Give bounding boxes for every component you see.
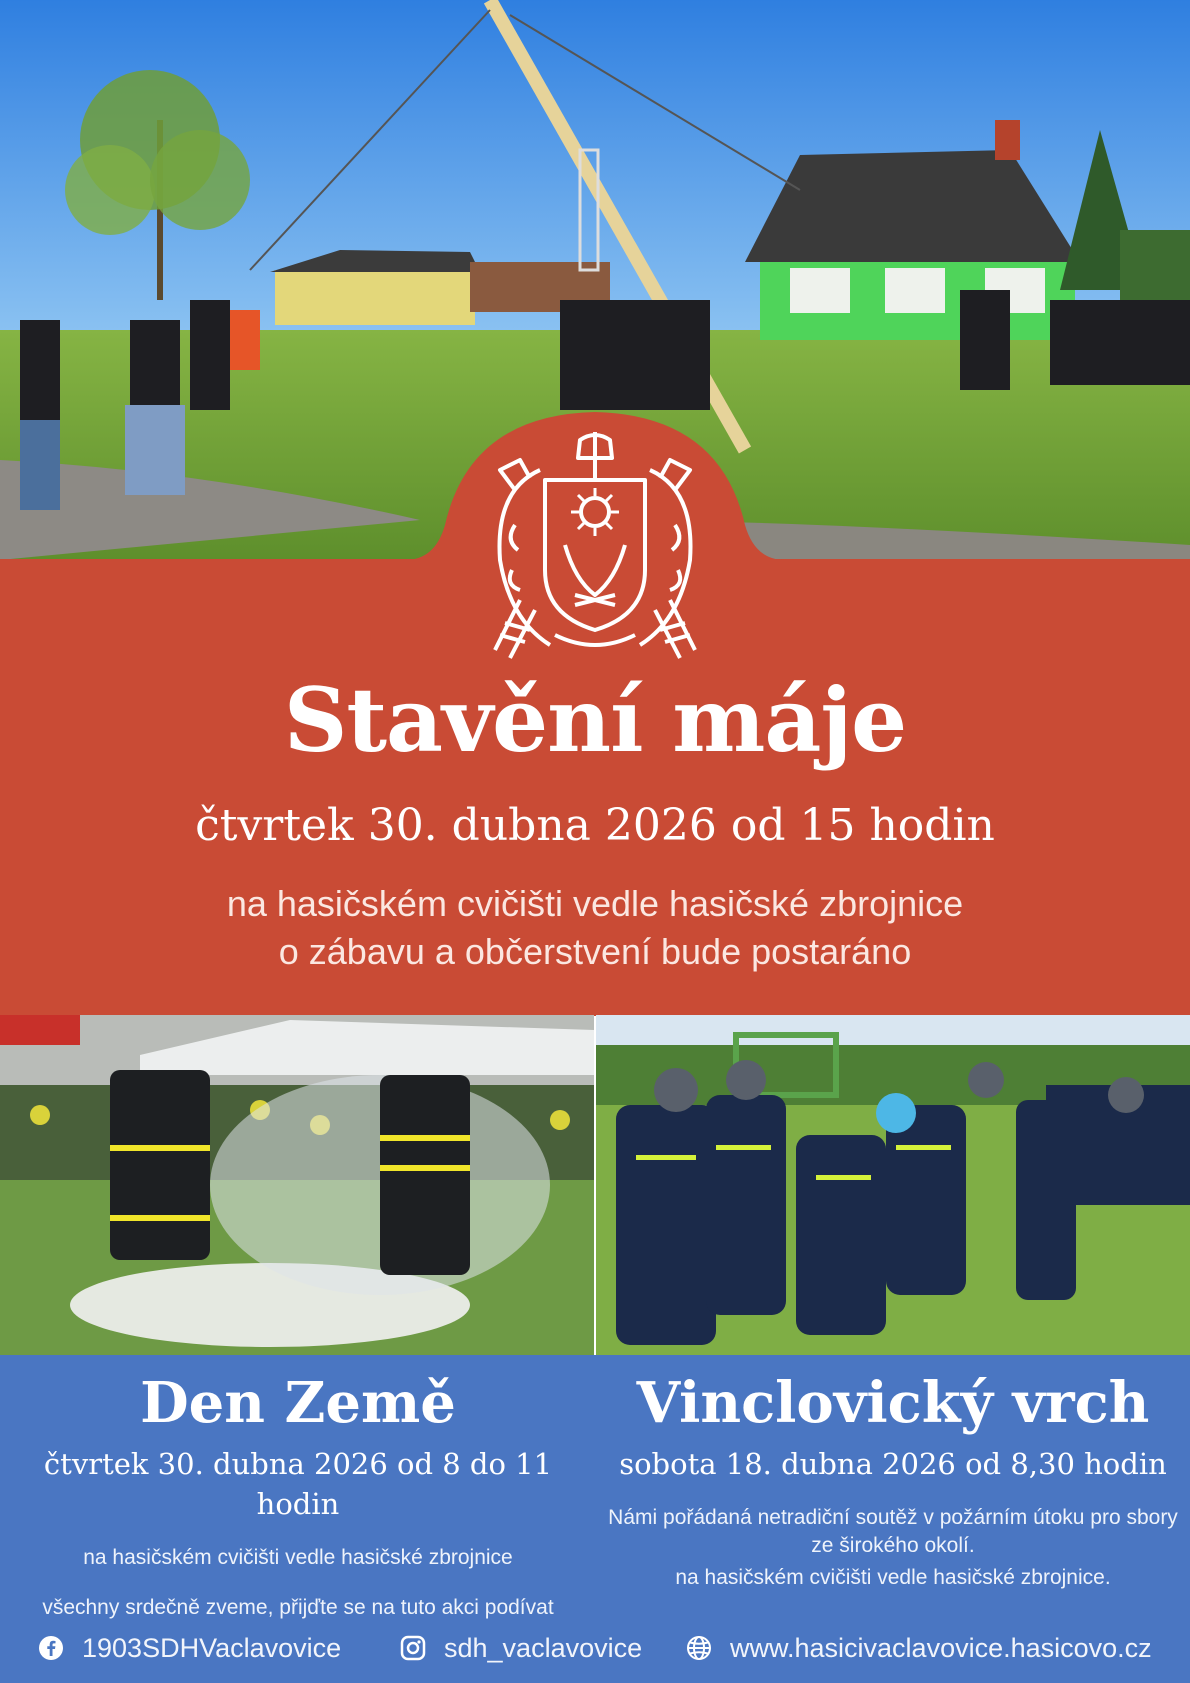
website-label: www.hasicivaclavovice.hasicovo.cz — [730, 1632, 1152, 1663]
instagram-icon — [400, 1635, 426, 1661]
vinclovicky-vrch-event — [596, 1368, 1190, 1592]
earth-day-date: čtvrtek 30. dubna 2026 od 8 do 11 hodin — [43, 1447, 553, 1521]
event-location — [0, 880, 1190, 976]
vinclovicky-vrch-description-2: ze širokého okolí. — [811, 1534, 975, 1557]
vinclovicky-vrch-location: na hasičském cvičišti vedle hasičské zbrojnice. — [675, 1566, 1111, 1589]
facebook-icon — [38, 1635, 64, 1661]
website-link[interactable] — [686, 1628, 1152, 1668]
vinclovicky-vrch-date: sobota 18. dubna 2026 od 8,30 hodin — [619, 1447, 1167, 1481]
earth-day-event — [0, 1368, 596, 1622]
event-date: čtvrtek 30. dubna 2026 od 15 hodin — [195, 800, 995, 851]
firefighter-emblem-icon — [480, 430, 710, 660]
earth-day-title: Den Země — [140, 1370, 456, 1436]
earth-day-invite: všechny srdečně zveme, přijďte se na tuto akci podívat — [42, 1596, 554, 1619]
earth-day-photo — [0, 1015, 594, 1355]
earth-day-location: na hasičském cvičišti vedle hasičské zbrojnice — [83, 1546, 513, 1569]
event-location-line2: o zábavu a občerstvení bude postaráno — [278, 931, 912, 972]
facebook-label: 1903SDHVaclavovice — [82, 1632, 342, 1663]
vinclovicky-vrch-description: Námi pořádaná netradiční soutěž v požárním útoku pro sbory — [608, 1506, 1178, 1529]
globe-icon — [686, 1635, 712, 1661]
instagram-label: sdh_vaclavovice — [444, 1632, 643, 1663]
event-title: Stavění máje — [283, 668, 907, 772]
event-location-line1: na hasičském cvičišti vedle hasičské zbrojnice — [226, 883, 964, 924]
instagram-link[interactable] — [400, 1628, 642, 1668]
fire-competition-photo — [596, 1015, 1190, 1355]
facebook-link[interactable] — [38, 1628, 341, 1668]
vinclovicky-vrch-title: Vinclovický vrch — [636, 1370, 1150, 1436]
